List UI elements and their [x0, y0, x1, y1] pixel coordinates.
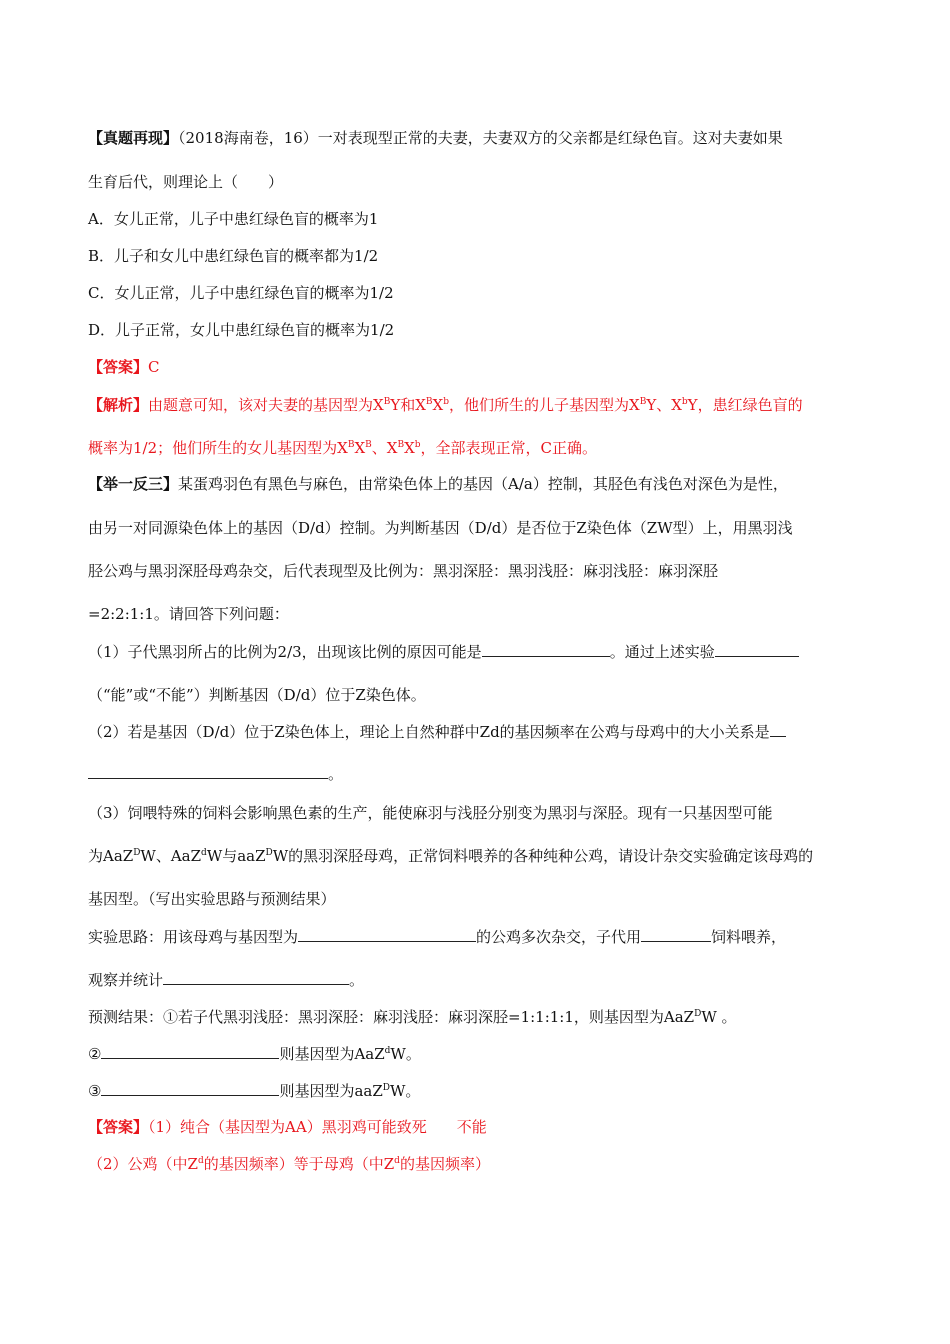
prediction-1: 预测结果：①若子代黑羽浅胫：黑羽深胫：麻羽浅胫：麻羽深胫=1:1:1:1，则基因型为AaZ$^D$W 。 [88, 1008, 737, 1026]
subquestion-3-line-3: 基因型。（写出实验思路与预测结果） [88, 890, 336, 908]
answer-tag: 【答案】 [88, 358, 149, 376]
practice-line-2: 由另一对同源染色体上的基因（D/d）控制。为判断基因（D/d）是否位于Z染色体（ZW型）上，用黑羽浅 [88, 519, 793, 537]
answer-blank[interactable] [770, 722, 786, 737]
analysis-tag: 【解析】 [88, 396, 149, 414]
question-tag: 【真题再现】 [88, 129, 179, 147]
answer-tag: 【答案】 [88, 1118, 149, 1136]
question-source: （2018海南卷，16） [178, 129, 318, 147]
option-d: D．儿子正常，女儿中患红绿色盲的概率为1/2 [88, 321, 395, 339]
subquestion-2-line-2: 。 [88, 764, 343, 784]
subquestion-2-line-1: （2）若是基因（D/d）位于Z染色体上，理论上自然种群中Zd的基因频率在公鸡与母鸡中的大小关系是 [88, 722, 786, 742]
answer-2-line-1: 【答案】（1）纯合（基因型为AA）黑羽鸡可能致死 不能 [88, 1118, 487, 1136]
subquestion-1-line-1: （1）子代黑羽所占的比例为2/3，出现该比例的原因可能是 。通过上述实验 [88, 642, 799, 662]
subquestion-3-line-1: （3）饲喂特殊的饲料会影响黑色素的生产，能使麻羽与浅胫分别变为黑羽与深胫。现有一只基因型可能 [88, 804, 773, 822]
subquestion-1-line-2: （“能”或“不能”）判断基因（D/d）位于Z染色体。 [88, 686, 426, 704]
analysis-line-1: 【解析】由题意可知，该对夫妻的基因型为$X^BY$和$X^BX^b$，他们所生的儿子基因型为$X^BY$、$X^bY$，患红绿色盲的 [88, 396, 803, 414]
question-stem-line-2: 生育后代，则理论上（ ） [88, 173, 284, 191]
option-b: B．儿子和女儿中患红绿色盲的概率都为1/2 [88, 247, 379, 265]
subquestion-3-line-2: 为AaZ$^D$W、AaZ$^d$W与aaZ$^D$W的黑羽深胫母鸡，正常饲料喂养的各种纯种公鸡，请设计杂交实验确定该母鸡的 [88, 847, 814, 865]
practice-tag: 【举一反三】 [88, 475, 179, 493]
prediction-2: ② 则基因型为AaZ$^d$W。 [88, 1045, 421, 1063]
question-stem-line-1: 【真题再现】（2018海南卷，16）一对表现型正常的夫妻，夫妻双方的父亲都是红绿色盲。这对夫妻如果 [88, 129, 783, 147]
answer-1 [88, 357, 160, 377]
answer-blank[interactable] [101, 1081, 279, 1096]
practice-line-1: 【举一反三】某蛋鸡羽色有黑色与麻色，由常染色体上的基因（A/a）控制，其胫色有浅色对深色为是性， [88, 475, 788, 493]
option-c: C．女儿正常，儿子中患红绿色盲的概率为1/2 [88, 284, 394, 302]
experiment-idea-line-1: 实验思路：用该母鸡与基因型为 的公鸡多次杂交，子代用 饲料喂养， [88, 928, 787, 946]
answer-blank[interactable] [101, 1044, 279, 1059]
prediction-3: ③ 则基因型为aaZ$^D$W。 [88, 1082, 421, 1100]
answer-blank[interactable] [482, 642, 610, 657]
option-a: A．女儿正常，儿子中患红绿色盲的概率为1 [88, 210, 379, 228]
answer-value: C [148, 358, 160, 376]
analysis-line-2: 概率为1/2；他们所生的女儿基因型为$X^BX^B$、$X^BX^b$，全部表现正常，C正确。 [88, 439, 598, 457]
experiment-idea-line-2: 观察并统计 。 [88, 971, 365, 989]
practice-line-3: 胫公鸡与黑羽深胫母鸡杂交，后代表现型及比例为：黑羽深胫：黑羽浅胫：麻羽浅胫：麻羽深胫 [88, 562, 719, 580]
answer-2-line-2: （2）公鸡（中$Z^d$的基因频率）等于母鸡（中$Z^d$的基因频率） [88, 1155, 490, 1173]
answer-blank[interactable] [88, 764, 328, 779]
answer-blank[interactable] [641, 927, 711, 942]
answer-blank[interactable] [163, 970, 349, 985]
answer-blank[interactable] [715, 642, 799, 657]
practice-line-4: =2:2:1:1。请回答下列问题： [88, 605, 289, 623]
answer-blank[interactable] [298, 927, 476, 942]
